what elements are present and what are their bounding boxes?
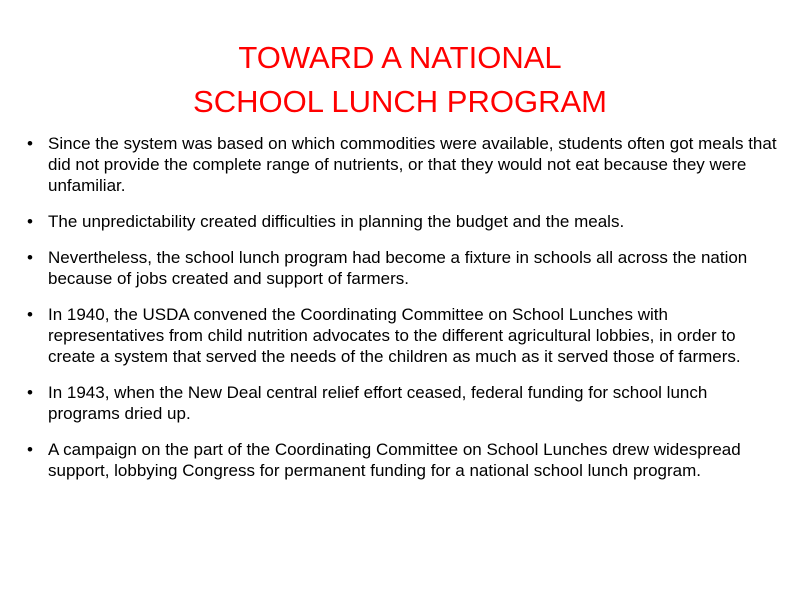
bullet-dot-icon: •	[27, 305, 33, 324]
bullet-item	[27, 382, 782, 424]
bullet-item	[27, 133, 782, 196]
bullet-item	[27, 211, 782, 232]
bullet-dot-icon: •	[27, 134, 33, 153]
bullet-item	[27, 439, 782, 481]
bullet-dot-icon: •	[27, 383, 33, 402]
bullet-text: In 1940, the USDA convened the Coordinating Committee on School Lunches with representatives from child nutrition advocates to the different agricultural lobbies, in order to create a system that served the needs of the children as much as it served those of farmers.	[48, 305, 741, 366]
bullet-dot-icon: •	[27, 212, 33, 231]
bullet-text: Since the system was based on which commodities were available, students often got meals that did not provide the complete range of nutrients, or that they would not eat because they were unfamiliar.	[48, 134, 777, 195]
bullet-dot-icon: •	[27, 248, 33, 267]
bullet-dot-icon: •	[27, 440, 33, 459]
bullet-item	[27, 304, 782, 367]
bullet-text: The unpredictability created difficulties in planning the budget and the meals.	[48, 212, 625, 231]
slide-title	[0, 36, 800, 124]
slide-title-line-2: SCHOOL LUNCH PROGRAM	[193, 84, 607, 119]
bullet-text: A campaign on the part of the Coordinating Committee on School Lunches drew widespread support, lobbying Congress for permanent funding for a national school lunch program.	[48, 440, 741, 480]
bullet-text: Nevertheless, the school lunch program had become a fixture in schools all across the nation because of jobs created and support of farmers.	[48, 248, 748, 288]
bullet-text: In 1943, when the New Deal central relief effort ceased, federal funding for school lunch programs dried up.	[48, 383, 708, 423]
bullet-item	[27, 247, 782, 289]
slide-title-line-1: TOWARD A NATIONAL	[238, 40, 562, 75]
bullet-list	[27, 133, 782, 496]
